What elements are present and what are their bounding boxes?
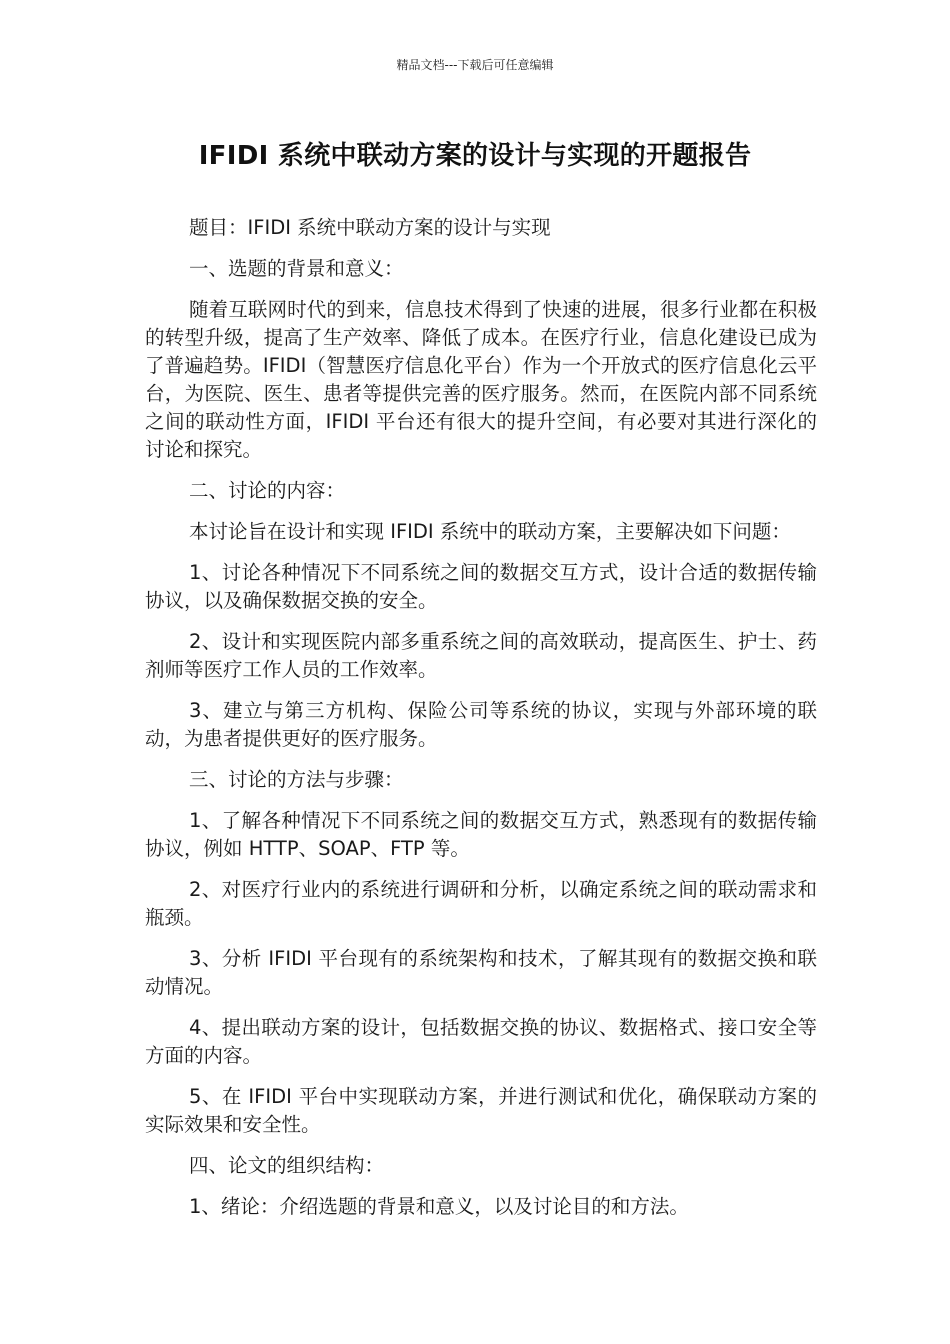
list-item-methods-4: 4、提出联动方案的设计，包括数据交换的协议、数据格式、接口安全等方面的内容。	[145, 1016, 817, 1067]
section-heading-methods: 三、讨论的方法与步骤：	[189, 768, 404, 791]
section-heading-content: 二、讨论的内容：	[189, 479, 346, 502]
list-item-content-1: 1、讨论各种情况下不同系统之间的数据交互方式，设计合适的数据传输协议，以及确保数据交换的安全。	[145, 561, 817, 612]
list-item-methods-5: 5、在 IFIDI 平台中实现联动方案，并进行测试和优化，确保联动方案的实际效果和安全性。	[145, 1085, 817, 1136]
list-item-content-3: 3、建立与第三方机构、保险公司等系统的协议，实现与外部环境的联动，为患者提供更好的医疗服务。	[145, 699, 817, 750]
section-heading-background: 一、选题的背景和意义：	[189, 257, 404, 280]
list-item-methods-2: 2、对医疗行业内的系统进行调研和分析，以确定系统之间的联动需求和瓶颈。	[145, 878, 817, 929]
list-item-structure-1: 1、绪论：介绍选题的背景和意义，以及讨论目的和方法。	[189, 1195, 689, 1218]
list-item-methods-3: 3、分析 IFIDI 平台现有的系统架构和技术，了解其现有的数据交换和联动情况。	[145, 947, 817, 998]
list-item-methods-1: 1、了解各种情况下不同系统之间的数据交互方式，熟悉现有的数据传输协议，例如 HTTP、SOAP、FTP 等。	[145, 809, 817, 860]
paragraph-background: 随着互联网时代的到来，信息技术得到了快速的进展，很多行业都在积极的转型升级，提高了生产效率、降低了成本。在医疗行业，信息化建设已成为了普遍趋势。IFIDI（智慧医疗信息化平台）作为一个开放式的医疗信息化云平台，为医院、医生、患者等提供完善的医疗服务。然而，在医院内部不同系统之间的联动性方面，IFIDI 平台还有很大的提升空间，有必要对其进行深化的讨论和探究。	[145, 298, 817, 461]
paragraph-topic: 题目：IFIDI 系统中联动方案的设计与实现	[189, 216, 551, 239]
page-header: 精品文档---下载后可任意编辑	[396, 58, 554, 72]
section-heading-structure: 四、论文的组织结构：	[189, 1154, 385, 1177]
document-body	[145, 214, 817, 1234]
document-title: IFIDI 系统中联动方案的设计与实现的开题报告	[198, 141, 752, 171]
paragraph-content-intro: 本讨论旨在设计和实现 IFIDI 系统中的联动方案，主要解决如下问题：	[189, 520, 791, 543]
list-item-content-2: 2、设计和实现医院内部多重系统之间的高效联动，提高医生、护士、药剂师等医疗工作人员的工作效率。	[145, 630, 817, 681]
